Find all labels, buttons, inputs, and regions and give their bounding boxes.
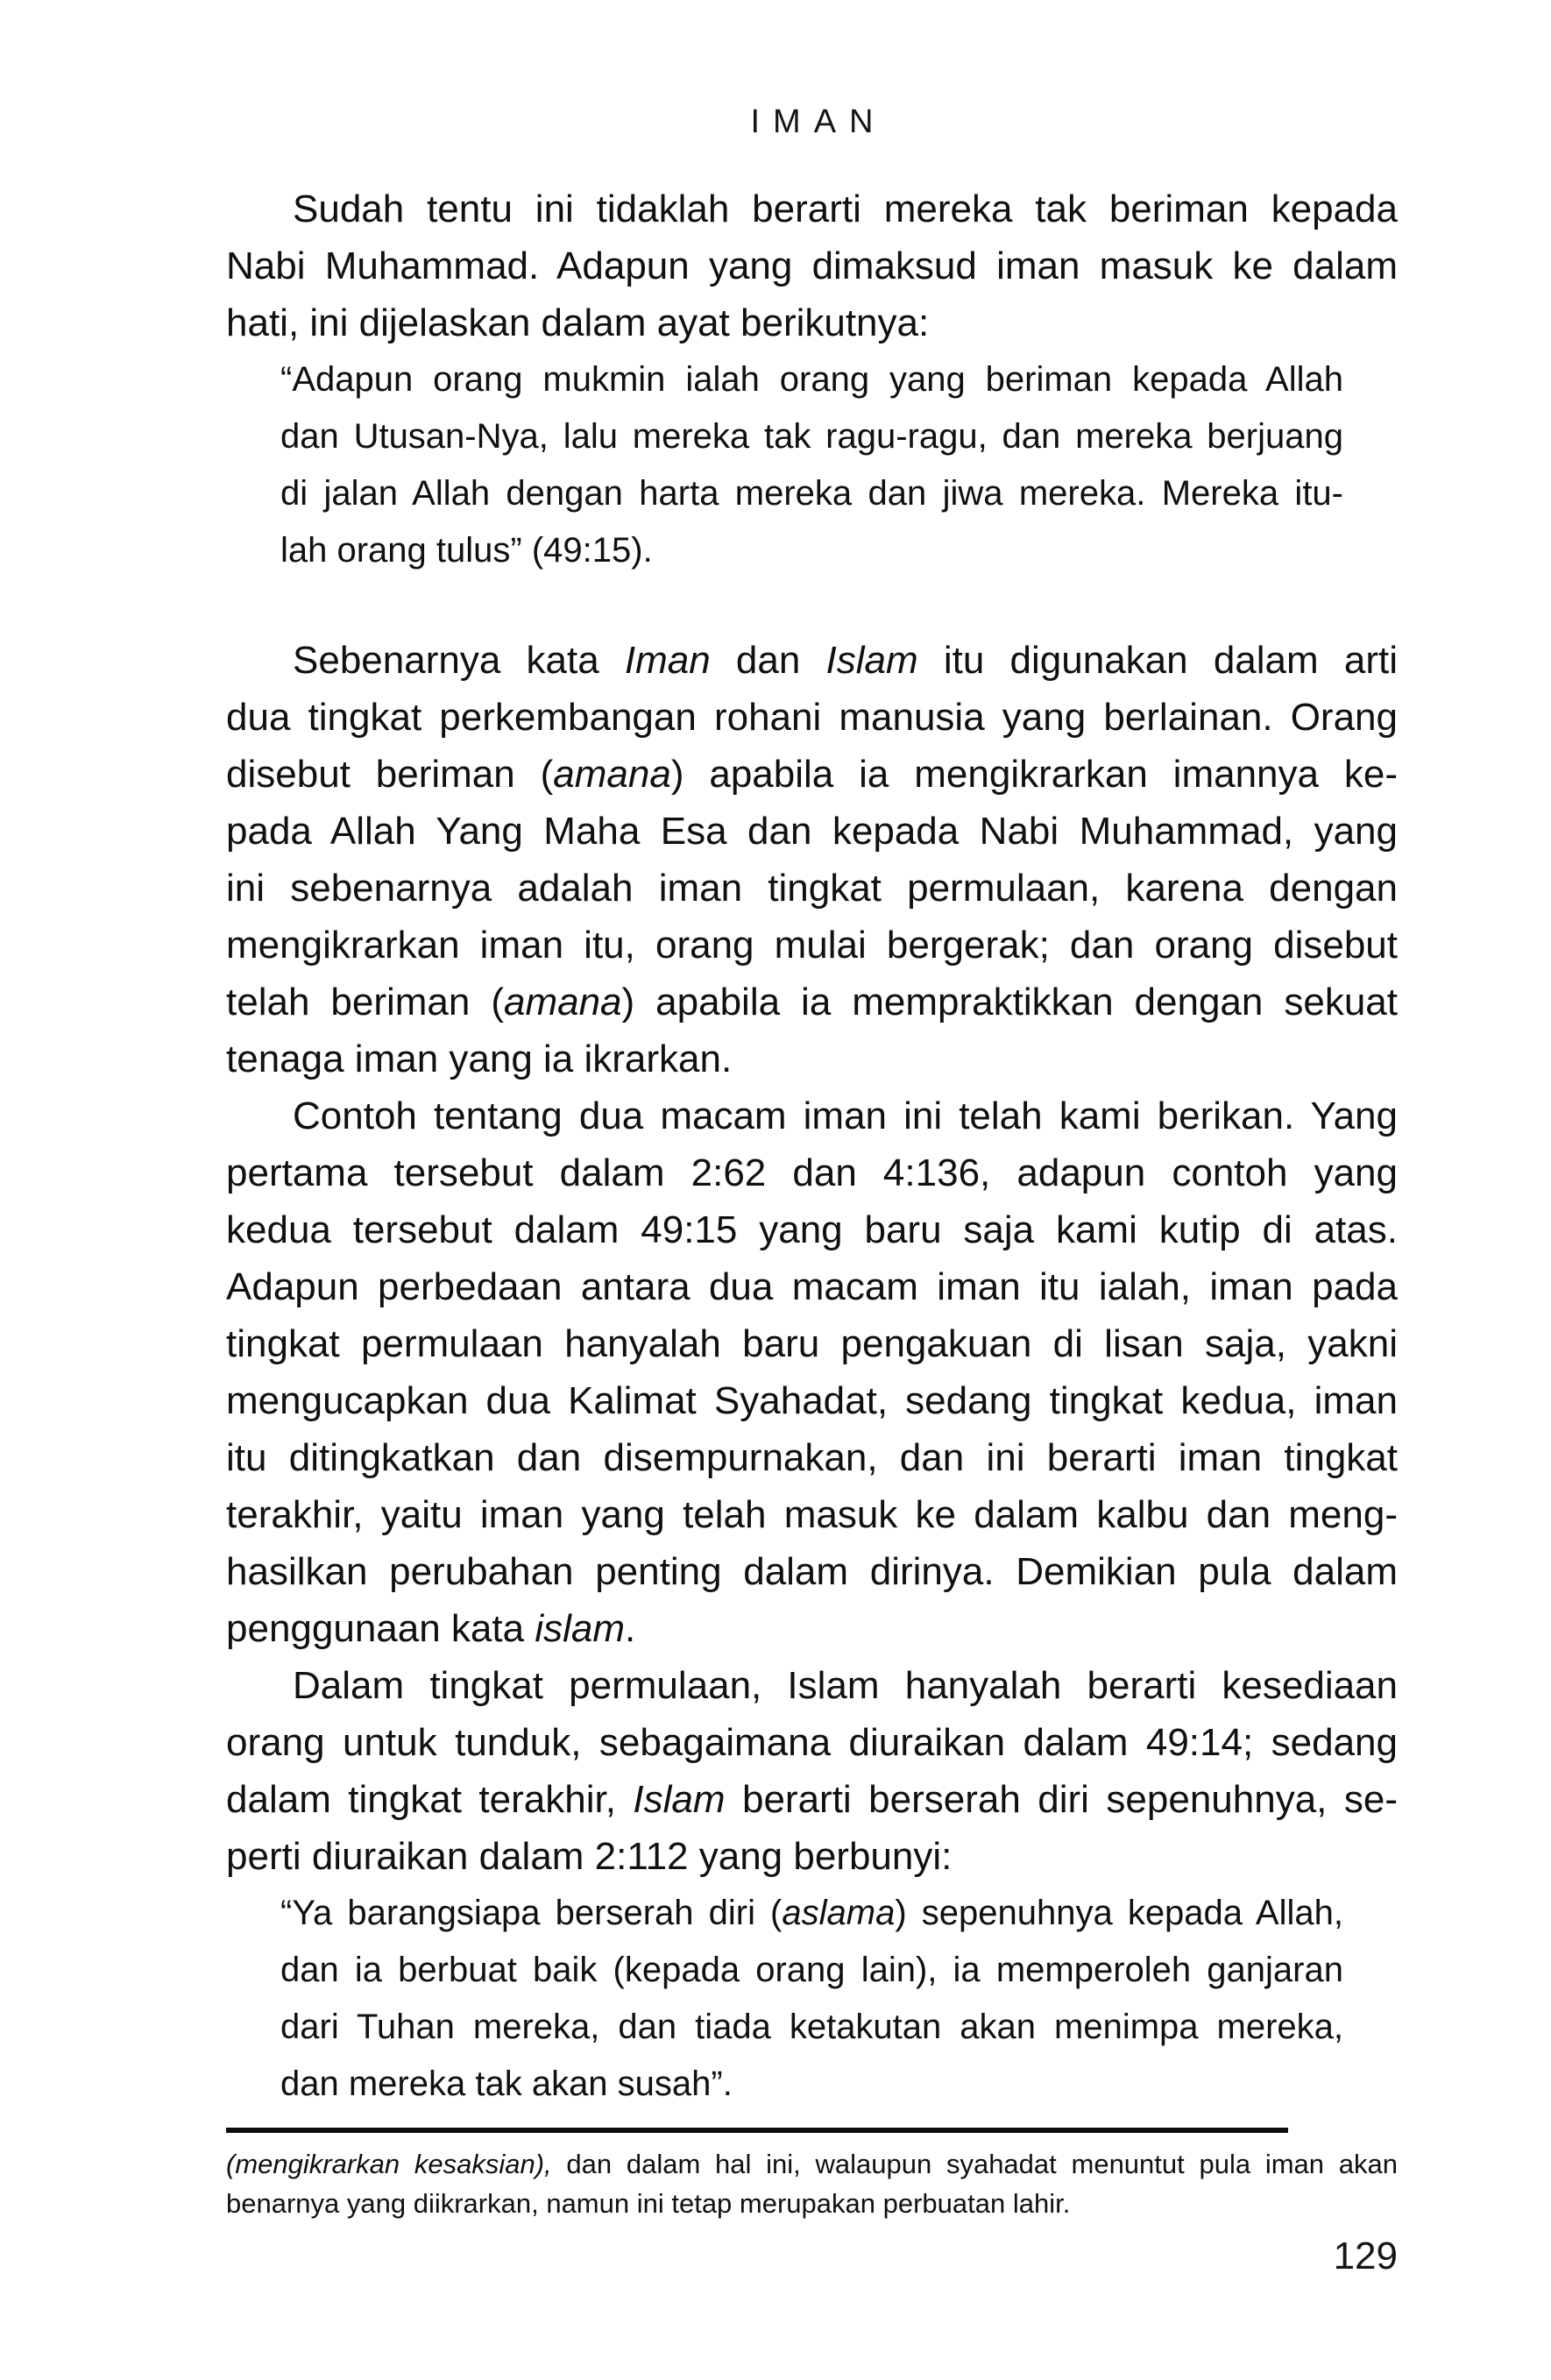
text-run: Contoh tentang dua macam iman ini telah kami berikan. Yang [293,1094,1398,1137]
italic-text-run: Iman [624,639,711,682]
text-run: “Ya barangsiapa berserah diri ( [280,1894,783,1932]
text-run: itu ditingkatkan dan disempurnakan, dan ini berarti iman tingkat [226,1436,1398,1479]
italic-text-run: islam [535,1607,626,1650]
text-run: Nabi Muhammad. Adapun yang dimaksud iman masuk ke dalam [226,244,1398,287]
text-run: benarnya yang diikrarkan, namun ini tetap merupakan perbuatan lahir. [226,2188,1071,2219]
text-run: pada Allah Yang Maha Esa dan kepada Nabi Muhammad, yang [226,810,1398,853]
text-run: “Adapun orang mukmin ialah orang yang beriman kepada Allah [280,360,1343,399]
text-line [226,237,1398,294]
quote-line [280,1999,1343,2056]
text-run: dan mereka tak akan susah”. [280,2065,733,2103]
footnote-line [226,2184,1398,2223]
text-run: Adapun perbedaan antara dua macam iman itu ialah, iman pada [226,1265,1398,1308]
text-run: perti diuraikan dalam 2:112 yang berbunyi: [226,1835,953,1878]
text-run: hati, ini dijelaskan dalam ayat berikutnya: [226,301,930,344]
text-line [226,1657,1398,1714]
text-line [226,974,1398,1031]
footnote-text [226,2144,1398,2223]
text-run: Dalam tingkat permulaan, Islam hanyalah berarti kesediaan [293,1664,1398,1707]
text-line [226,689,1398,746]
italic-text-run: Islam [825,639,918,682]
text-run: dan Utusan-Nya, lalu mereka tak ragu-ragu, dan mereka berjuang [280,417,1343,456]
text-run: dan [710,639,826,682]
italic-text-run: aslama [782,1894,896,1932]
text-run: kedua tersebut dalam 49:15 yang baru saja kami kutip di atas. [226,1208,1398,1251]
text-line [226,1315,1398,1372]
text-line [226,1144,1398,1201]
quote-block [280,1885,1343,2113]
text-line [226,1543,1398,1600]
text-run: disebut beriman ( [226,753,554,796]
footnote-rule [226,2128,1288,2133]
text-line [226,803,1398,860]
text-line [226,917,1398,974]
text-run: Sebenarnya kata [293,639,625,682]
page-number: 129 [1333,2235,1398,2277]
text-run: . [625,1607,636,1650]
paragraph [226,632,1398,1087]
quote-line [280,1942,1343,1999]
text-run: telah beriman ( [226,981,504,1024]
text-line [226,181,1398,237]
text-line [226,1828,1398,1885]
text-run: ) apabila ia mempraktikkan dengan sekuat [621,981,1398,1024]
quote-line [280,465,1343,522]
text-line [226,1714,1398,1771]
text-line [226,1201,1398,1258]
italic-text-run: amana [553,753,671,796]
paragraph [226,181,1398,351]
text-run: itu digunakan dalam arti [917,639,1398,682]
quote-line [280,351,1343,408]
text-line [226,294,1398,351]
text-run: ini sebenarnya adalah iman tingkat permulaan, karena dengan [226,867,1398,910]
text-run: pertama tersebut dalam 2:62 dan 4:136, adapun contoh yang [226,1151,1398,1194]
text-line [226,1429,1398,1486]
footnote-line [226,2144,1398,2184]
quote-line [280,522,1343,579]
text-run: dua tingkat perkembangan rohani manusia yang berlainan. Orang [226,696,1398,739]
text-run: orang untuk tunduk, sebagaimana diuraikan dalam 49:14; sedang [226,1721,1398,1764]
text-line [226,860,1398,917]
text-run: tingkat permulaan hanyalah baru pengakuan di lisan saja, yakni [226,1322,1398,1365]
text-run: dan ia berbuat baik (kepada orang lain), ia memperoleh ganjaran [280,1951,1343,1989]
text-run: penggunaan kata [226,1607,535,1650]
text-line [226,1486,1398,1543]
quote-line [280,2056,1343,2113]
italic-text-run: (mengikrarkan kesaksian), [226,2149,552,2179]
text-line [226,1087,1398,1144]
text-line [226,632,1398,689]
text-run: dari Tuhan mereka, dan tiada ketakutan akan menimpa mereka, [280,2008,1343,2046]
text-run: ) sepenuhnya kepada Allah, [895,1894,1343,1932]
text-run: tenaga iman yang ia ikrarkan. [226,1038,733,1080]
italic-text-run: amana [503,981,622,1024]
text-line [226,1031,1398,1087]
text-run: ) apabila ia mengikrarkan imannya ke- [670,753,1398,796]
text-line [226,1258,1398,1315]
text-run: dan dalam hal ini, walaupun syahadat menuntut pula iman akan [551,2149,1398,2179]
text-run: hasilkan perubahan penting dalam dirinya. Demikian pula dalam [226,1550,1398,1593]
text-line [226,746,1398,803]
text-run: di jalan Allah dengan harta mereka dan jiwa mereka. Mereka itu- [280,474,1343,513]
text-run: Sudah tentu ini tidaklah berarti mereka tak beriman kepada [293,188,1398,230]
text-run: mengikrarkan iman itu, orang mulai bergerak; dan orang disebut [226,924,1398,967]
paragraph [226,1087,1398,1657]
footnote [226,2128,1398,2223]
text-run: mengucapkan dua Kalimat Syahadat, sedang tingkat kedua, iman [226,1379,1398,1422]
text-run: berarti berserah diri sepenuhnya, se- [725,1778,1398,1821]
text-line [226,1771,1398,1828]
quote-line [280,1885,1343,1942]
text-line [226,1600,1398,1657]
text-column [226,181,1398,2113]
text-line [226,1372,1398,1429]
text-run: terakhir, yaitu iman yang telah masuk ke dalam kalbu dan meng- [226,1493,1398,1536]
text-run: dalam tingkat terakhir, [226,1778,634,1821]
italic-text-run: Islam [633,1778,726,1821]
quote-block [280,351,1343,579]
text-run: lah orang tulus” (49:15). [280,531,653,570]
quote-line [280,408,1343,465]
paragraph [226,1657,1398,1885]
page-title: IMAN [750,103,887,140]
